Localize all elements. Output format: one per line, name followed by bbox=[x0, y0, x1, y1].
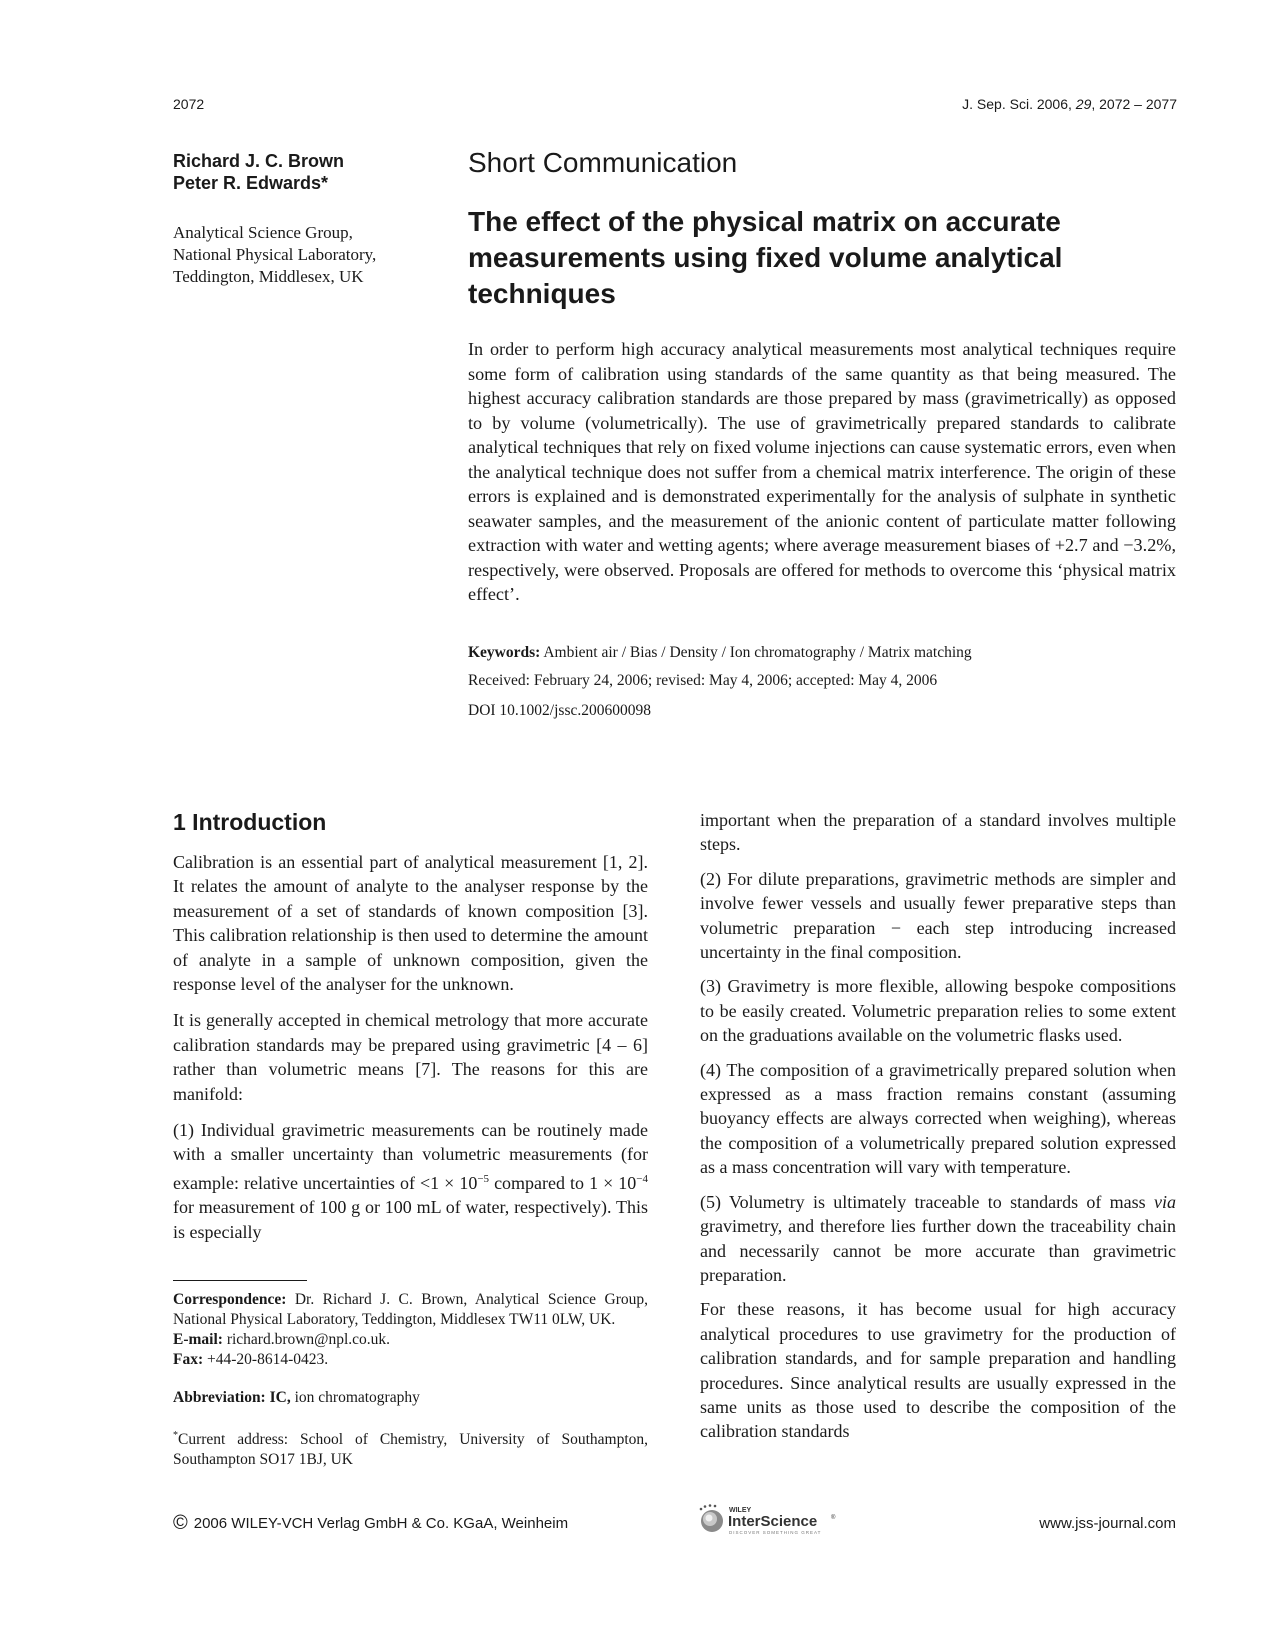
article-title: The effect of the physical matrix on accurate measurements using fixed volume analytical techniques bbox=[468, 206, 1063, 309]
superscript: −4 bbox=[636, 1172, 648, 1185]
author-list bbox=[173, 150, 433, 194]
email-label: E-mail: bbox=[173, 1331, 223, 1348]
italic-text: via bbox=[1154, 1191, 1176, 1212]
doi: DOI 10.1002/jssc.200600098 bbox=[468, 702, 651, 719]
paragraph: Calibration is an essential part of analytical measurement [1, 2]. It relates the amount of analyte to the analyser response by the measurement of a set of standards of known composition [3]. This calibration relationship is then used to determine the amount of analyte in a sample of unknown composition, given the response level of the analyser for the unknown. bbox=[173, 852, 648, 995]
page-number: 2072 bbox=[173, 96, 205, 112]
abbreviation-label: Abbreviation: bbox=[173, 1389, 266, 1406]
correspondence bbox=[173, 1290, 648, 1330]
logo-main: InterScience bbox=[728, 1513, 818, 1530]
keywords-text: Ambient air / Bias / Density / Ion chromatography / Matrix matching bbox=[543, 644, 972, 661]
abstract: In order to perform high accuracy analytical measurements most analytical techniques require some form of calibration using standards of the same quantity as that being measured. The highest accuracy calibration standards are those prepared by mass (gravimetrically) as opposed to by volume (volumetrically). The use of gravimetrically prepared standards to calibrate analytical techniques that rely on fixed volume injections can cause systematic errors, even when the analytical technique does not suffer from a chemical matrix interference. The origin of these errors is explained and is demonstrated experimentally for the analysis of sulphate in synthetic seawater samples, and the measurement of the anionic content of particulate matter following extraction with water and wetting agents; where average measurement biases of +2.7 and −3.2%, respectively, were observed. Proposals are offered for methods to overcome this ‘physical matrix effect’. bbox=[468, 339, 1176, 604]
paragraph bbox=[700, 1190, 1176, 1288]
abbreviation-text: ion chromatography bbox=[290, 1389, 420, 1406]
paragraph: (3) Gravimetry is more flexible, allowing bespoke compositions to be easily created. Volumetric preparation relies to some extent on the graduations available on the volumetric flasks used. bbox=[700, 976, 1176, 1046]
paragraph-text: (1) Individual gravimetric measurements can be routinely made with a smaller uncertainty than volumetric measurements (for example: relative uncertainties of <1 × 10 bbox=[173, 1120, 648, 1193]
paragraph-text: for measurement of 100 g or 100 mL of water, respectively). This is especially bbox=[173, 1197, 648, 1242]
journal-citation bbox=[962, 96, 1177, 112]
copyright bbox=[173, 1512, 569, 1534]
footnotes bbox=[173, 1290, 648, 1470]
fax-label: Fax: bbox=[173, 1351, 204, 1368]
left-column bbox=[173, 808, 648, 1254]
journal-website: www.jss-journal.com bbox=[1039, 1515, 1176, 1532]
copyright-text: 2006 WILEY-VCH Verlag GmbH & Co. KGaA, Weinheim bbox=[193, 1515, 569, 1532]
paragraph: (4) The composition of a gravimetrically prepared solution when expressed as a mass fraction remains constant (assuming buoyancy effects are always corrected when weighing), whereas the composition of a volumetrically prepared solution expressed as a mass concentration will vary with temperature. bbox=[700, 1059, 1176, 1178]
fax bbox=[173, 1350, 648, 1370]
paragraph: (2) For dilute preparations, gravimetric methods are simpler and involve fewer vessels and usually fewer preparative steps than volumetric preparation − each step introducing increased uncertainty in the final composition. bbox=[700, 868, 1176, 963]
correspondence-text: Dr. Richard J. C. Brown, Analytical Science Group, National Physical Laboratory, Teddington, Middlesex TW11 0LW, UK. bbox=[173, 1291, 648, 1328]
author-name: Peter R. Edwards* bbox=[173, 173, 329, 193]
journal-citation-pre: J. Sep. Sci. 2006, bbox=[962, 96, 1076, 112]
copyright-icon: © bbox=[173, 1512, 188, 1534]
affiliation-line: Analytical Science Group, bbox=[173, 223, 353, 242]
journal-pages: , 2072 – 2077 bbox=[1091, 96, 1177, 112]
superscript: −5 bbox=[477, 1172, 490, 1185]
keywords-label: Keywords: bbox=[468, 644, 541, 661]
logo-registered: ® bbox=[831, 1515, 836, 1521]
paragraph: It is generally accepted in chemical metrology that more accurate calibration standards may be prepared using gravimetric [4 – 6] rather than volumetric means [7]. The reasons for this are manifold: bbox=[173, 1010, 648, 1104]
abbreviation-key: IC, bbox=[265, 1389, 291, 1406]
paragraph: important when the preparation of a standard involves multiple steps. bbox=[700, 810, 1176, 855]
section-heading-introduction: 1 Introduction bbox=[173, 809, 327, 835]
affiliation-line: National Physical Laboratory, bbox=[173, 245, 377, 264]
footnote-divider bbox=[173, 1280, 307, 1281]
wiley-interscience-logo bbox=[698, 1503, 838, 1537]
logo-swirl-icon bbox=[700, 1504, 723, 1532]
keywords bbox=[468, 643, 1176, 663]
affiliation-line: Teddington, Middlesex, UK bbox=[173, 267, 364, 286]
email-text: richard.brown@npl.co.uk. bbox=[222, 1331, 391, 1348]
author-name: Richard J. C. Brown bbox=[173, 151, 345, 171]
paragraph-text: (5) Volumetry is ultimately traceable to standards of mass bbox=[700, 1191, 1154, 1212]
current-address bbox=[173, 1426, 648, 1470]
paragraph bbox=[173, 1118, 648, 1244]
email bbox=[173, 1330, 648, 1350]
paragraph-text: compared to 1 × 10 bbox=[489, 1172, 637, 1193]
abbreviation bbox=[173, 1388, 648, 1408]
logo-wiley: WILEY bbox=[729, 1507, 752, 1514]
footnote-marker: * bbox=[173, 1430, 178, 1441]
logo-tagline: DISCOVER SOMETHING GREAT bbox=[729, 1530, 822, 1535]
right-column bbox=[700, 808, 1176, 1454]
article-type: Short Communication bbox=[468, 147, 738, 178]
received-dates: Received: February 24, 2006; revised: May 4, 2006; accepted: May 4, 2006 bbox=[468, 672, 938, 689]
fax-text: +44-20-8614-0423. bbox=[203, 1351, 329, 1368]
affiliation bbox=[173, 222, 433, 288]
correspondence-label: Correspondence: bbox=[173, 1291, 287, 1308]
journal-volume: 29 bbox=[1075, 96, 1092, 112]
current-address-text: Current address: School of Chemistry, University of Southampton, Southampton SO17 1BJ, UK bbox=[173, 1431, 648, 1469]
paragraph: For these reasons, it has become usual for high accuracy analytical procedures to use gravimetry for the production of calibration standards, and for sample preparation and handling procedures. Since analytical results are usually expressed in the same units as those used to describe the composition of the calibration standards bbox=[700, 1299, 1176, 1442]
paragraph-text: gravimetry, and therefore lies further down the traceability chain and necessarily cannot be more accurate than gravimetric preparation. bbox=[700, 1216, 1176, 1285]
